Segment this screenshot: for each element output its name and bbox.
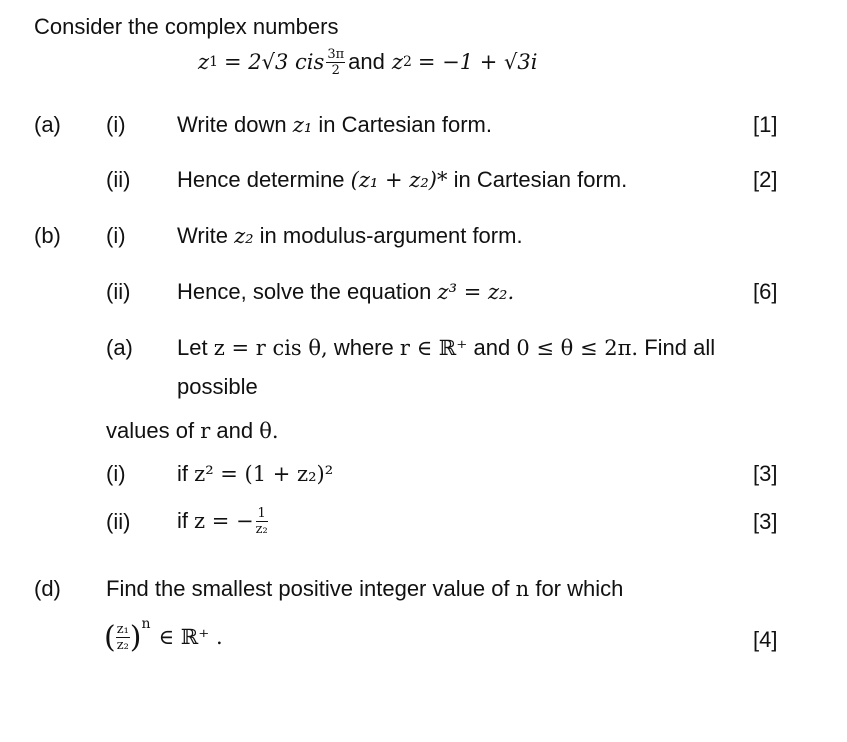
part-c-text-3: and xyxy=(473,335,511,360)
part-b-i-label: (i) xyxy=(106,223,126,248)
part-c-ii-label: (ii) xyxy=(106,509,131,534)
part-c-text-6: values of xyxy=(106,418,195,443)
z1-rhs: = 2√3 cis xyxy=(224,50,325,74)
part-d-expression xyxy=(104,614,223,660)
z1-fraction xyxy=(326,48,345,77)
part-c-math-5: θ. xyxy=(259,419,279,443)
part-a-i-text-1: Write down xyxy=(177,112,287,137)
part-a-i-math: z₁ xyxy=(292,113,313,137)
part-c-ii-fraction-num: 1 xyxy=(257,505,266,521)
z1-symbol: z xyxy=(198,50,210,74)
part-b-ii-mark: [6] xyxy=(753,279,778,304)
part-a-ii-mark: [2] xyxy=(753,167,778,192)
part-c-math-2: r ∈ ℝ⁺ xyxy=(399,336,468,360)
part-c-i-question xyxy=(177,461,333,487)
part-a-ii-text-2: in Cartesian form. xyxy=(453,167,628,192)
part-a-i-mark: [1] xyxy=(753,112,778,137)
part-c-ii-fraction-den: z₂ xyxy=(255,521,268,537)
part-c-ii-math: z = − xyxy=(194,509,254,533)
part-c-math-3: 0 ≤ θ ≤ 2π. xyxy=(516,336,639,360)
intro-and: and xyxy=(348,49,385,74)
part-b-i-text-1: Write xyxy=(177,223,228,248)
part-b-i-question xyxy=(177,223,523,249)
part-a-ii-question xyxy=(177,167,627,193)
part-c-question-line-3 xyxy=(106,418,279,444)
part-d-text-1: Find the smallest positive integer value of xyxy=(106,576,510,601)
part-b-ii-label: (ii) xyxy=(106,279,131,304)
part-a-ii-math: (z₁ + z₂)* xyxy=(350,168,448,192)
part-d-label: (d) xyxy=(34,576,61,601)
part-c-question-line-1 xyxy=(177,335,715,361)
part-c-i-label: (i) xyxy=(106,461,126,486)
part-d-fraction-num: z₁ xyxy=(116,621,129,637)
part-d-mark: [4] xyxy=(753,627,778,652)
part-a-label: (a) xyxy=(34,112,61,137)
intro-equation: z 1 = 2√3 cis $\frac{3\pi}{2}$ and z 2 = −1 + √3i xyxy=(198,46,538,78)
part-a-i-question xyxy=(177,112,492,138)
part-d-exponent: n xyxy=(141,616,151,632)
part-c-text-5: possible xyxy=(177,374,258,399)
z2-symbol: z xyxy=(391,50,403,74)
part-d-math-1: n xyxy=(515,577,530,601)
part-b-ii-text-1: Hence, solve the equation xyxy=(177,279,432,304)
part-a-i-label: (i) xyxy=(106,112,126,137)
part-d-fraction xyxy=(116,623,130,652)
part-c-text-7: and xyxy=(216,418,254,443)
part-c-math-4: r xyxy=(200,419,211,443)
part-b-label: (b) xyxy=(34,223,61,248)
z1-fraction-den: 2 xyxy=(331,62,340,78)
part-c-i-math: z² = (1 + z₂)² xyxy=(194,462,334,486)
part-c-i-mark: [3] xyxy=(753,461,778,486)
part-d-math-2: ∈ ℝ⁺ . xyxy=(158,625,223,649)
part-c-text-1: Let xyxy=(177,335,208,360)
left-paren: ( xyxy=(104,619,116,655)
intro-text: Consider the complex numbers xyxy=(34,14,339,39)
part-c-ii-text: if xyxy=(177,508,188,533)
part-c-text-4: Find all xyxy=(644,335,716,360)
part-c-ii-fraction xyxy=(256,507,268,536)
part-d-fraction-den: z₂ xyxy=(116,637,129,653)
part-c-math-1: z = r cis θ, xyxy=(213,336,328,360)
part-d-question xyxy=(106,576,623,602)
part-d-text-2: for which xyxy=(535,576,624,601)
part-c-text-2: where xyxy=(333,335,394,360)
part-b-ii-question xyxy=(177,279,514,305)
z2-rhs: = −1 + √3i xyxy=(417,50,538,74)
right-paren: ) xyxy=(129,619,142,655)
z1-fraction-num: 3π xyxy=(327,46,345,62)
part-a-ii-text-1: Hence determine xyxy=(177,167,345,192)
part-b-i-math: z₂ xyxy=(234,224,254,248)
part-c-ii-mark: [3] xyxy=(753,509,778,534)
part-a-ii-label: (ii) xyxy=(106,167,131,192)
part-c-label: (a) xyxy=(106,335,133,360)
part-c-i-text: if xyxy=(177,461,188,486)
part-b-ii-math: z³ = z₂. xyxy=(437,280,515,304)
part-c-ii-question xyxy=(177,498,268,544)
part-b-i-text-2: in modulus-argument form. xyxy=(259,223,523,248)
part-a-i-text-2: in Cartesian form. xyxy=(318,112,492,137)
